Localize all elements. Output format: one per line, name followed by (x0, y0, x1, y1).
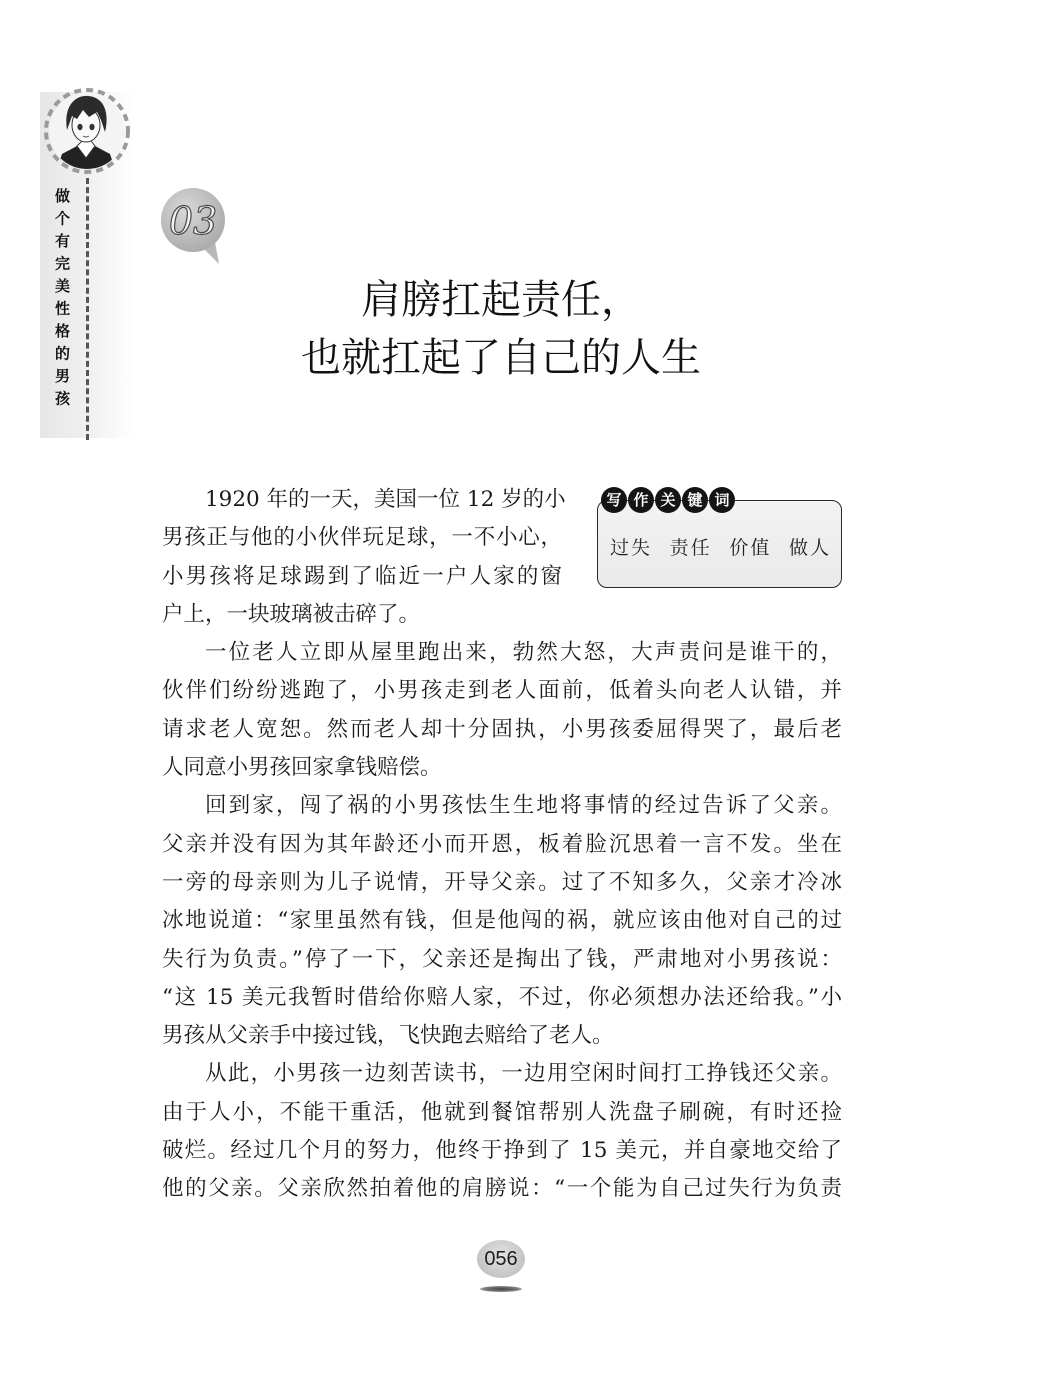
keywords-heading-char: 词 (709, 487, 735, 513)
text-line: 请求老人宽恕。然而老人却十分固执，小男孩委屈得哭了，最后老 (162, 716, 842, 742)
text-line: 由于人小，不能干重活，他就到餐馆帮别人洗盘子刷碗，有时还捡 (162, 1099, 842, 1125)
keywords-heading-char: 作 (628, 487, 654, 513)
paragraph (162, 634, 842, 787)
keyword-item: 价值 (729, 537, 772, 559)
text-line: 从此，小男孩一边刻苦读书，一边用空闲时间打工挣钱还父亲。 (205, 1061, 842, 1087)
text-line: 父亲并没有因为其年龄还小而开恩，板着脸沉思着一言不发。坐在 (162, 831, 842, 857)
keywords-heading-char: 写 (601, 487, 627, 513)
keyword-item: 做人 (788, 537, 831, 559)
text-line: 破烂。经过几个月的努力，他终于挣到了 15 美元，并自豪地交给了 (162, 1138, 842, 1164)
text-line: “这 15 美元我暂时借给你赔人家，不过，你必须想办法还给我。”小 (162, 984, 842, 1010)
text-line: 一旁的母亲则为儿子说情，开导父亲。过了不知多久，父亲才冷冰 (162, 869, 842, 895)
text-line: 伙伴们纷纷逃跑了，小男孩走到老人面前，低着头向老人认错，并 (162, 678, 842, 704)
series-title: 做个有完美性格的男孩 (53, 188, 71, 413)
keywords-heading-char: 关 (655, 487, 681, 513)
text-line: 男孩正与他的小伙伴玩足球，一不小心， (162, 525, 562, 551)
keyword-item: 责任 (669, 537, 712, 559)
body-text (162, 481, 842, 1209)
boy-portrait-icon (42, 86, 132, 176)
paragraph (162, 787, 842, 1055)
chapter-title (201, 271, 801, 387)
text-line: 户上，一块玻璃被击碎了。 (162, 601, 421, 627)
text-line: 1920 年的一天，美国一位 12 岁的小 (205, 487, 566, 512)
sidebar-dashed-line (86, 178, 89, 440)
text-line: 一位老人立即从屋里跑出来，勃然大怒，大声责问是谁干的， (205, 640, 842, 666)
chapter-title-line: 也就扛起了自己的人生 (301, 335, 701, 381)
text-line: 人同意小男孩回家拿钱赔偿。 (162, 755, 442, 781)
page-number-shadow (480, 1286, 522, 1292)
keywords-heading-char: 键 (682, 487, 708, 513)
text-line: 失行为负责。”停了一下，父亲还是掏出了钱，严肃地对小男孩说： (162, 946, 842, 972)
text-line: 冰地说道：“家里虽然有钱，但是他闯的祸，就应该由他对自己的过 (162, 908, 842, 934)
keyword-item: 过失 (610, 537, 653, 559)
text-line: 回到家，闯了祸的小男孩怯生生地将事情的经过告诉了父亲。 (205, 793, 842, 819)
text-line: 男孩从父亲手中接过钱，飞快跑去赔给了老人。 (162, 1023, 614, 1049)
page-number: 056 (477, 1240, 525, 1278)
chapter-title-line: 肩膀扛起责任， (361, 277, 641, 323)
text-line: 小男孩将足球踢到了临近一户人家的窗 (162, 563, 562, 589)
paragraph (162, 481, 842, 634)
chapter-number: 03 (168, 199, 218, 243)
text-line: 他的父亲。父亲欣然拍着他的肩膀说：“一个能为自己过失行为负责 (162, 1176, 842, 1202)
paragraph (162, 1055, 842, 1208)
chapter-number-badge (157, 186, 233, 266)
